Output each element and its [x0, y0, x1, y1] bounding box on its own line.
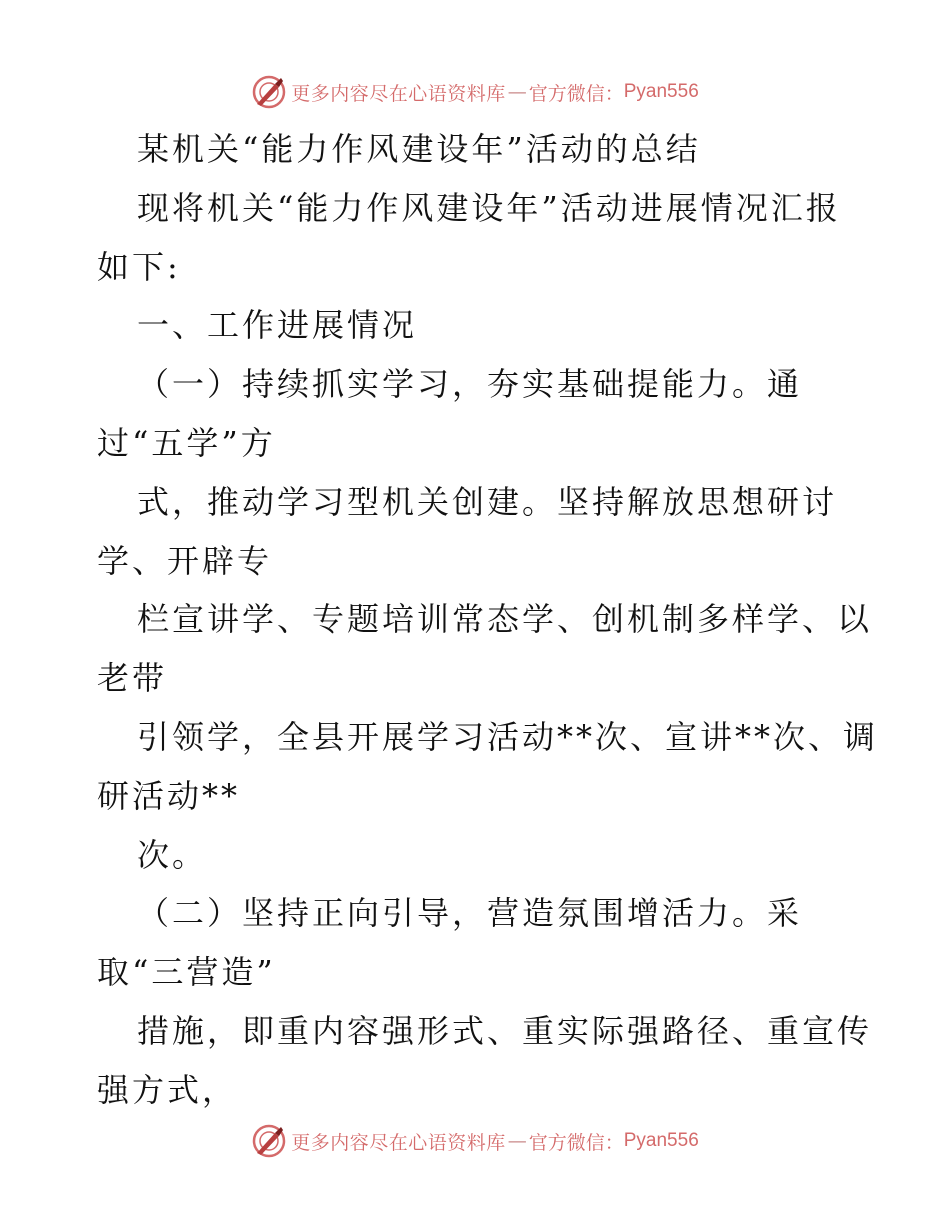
watermark-contact-text: 官方微信： — [528, 82, 624, 105]
paragraph-line: 措施，即重内容强形式、重实际强路径、重宣传 — [137, 1011, 873, 1050]
paragraph-line: 学、开辟专 — [97, 541, 273, 580]
header-watermark — [0, 72, 950, 112]
watermark-separator: — — [507, 1130, 527, 1152]
paragraph-line: 过“五学”方 — [97, 423, 276, 462]
paragraph-line: 如下: — [97, 247, 181, 286]
pen-logo-icon — [251, 74, 287, 110]
document-body — [97, 120, 879, 1120]
paragraph-line: 引领学，全县开展学习活动**次、宣讲**次、调 — [137, 717, 879, 756]
pen-logo-icon — [251, 1123, 287, 1159]
subsection-heading: （一）持续抓实学习，夯实基础提能力。通 — [137, 365, 803, 404]
watermark-contact-text: 官方微信： — [528, 1131, 624, 1154]
watermark-site-text: 更多内容尽在心语资料库 — [291, 82, 506, 105]
paragraph-line: 研活动** — [97, 776, 241, 815]
document-title: 某机关“能力作风建设年”活动的总结 — [137, 130, 701, 168]
watermark-contact-id: Pyan556 — [623, 1130, 699, 1151]
paragraph-line: 取“三营造” — [97, 953, 276, 992]
watermark-contact-id: Pyan556 — [623, 81, 699, 102]
paragraph-line: 现将机关“能力作风建设年”活动进展情况汇报 — [137, 188, 841, 227]
paragraph-line: 强方式， — [97, 1070, 238, 1109]
paragraph-line: 栏宣讲学、专题培训常态学、创机制多样学、以 — [137, 600, 873, 639]
paragraph-line: 式，推动学习型机关创建。坚持解放思想研讨 — [137, 482, 838, 521]
subsection-heading: （二）坚持正向引导，营造氛围增活力。采 — [137, 894, 803, 933]
watermark-site-text: 更多内容尽在心语资料库 — [291, 1131, 506, 1154]
watermark-separator: — — [507, 81, 527, 103]
footer-watermark — [0, 1121, 950, 1161]
section-heading: 一、工作进展情况 — [137, 306, 418, 345]
paragraph-line: 老带 — [97, 659, 168, 698]
paragraph-line: 次。 — [137, 835, 208, 874]
